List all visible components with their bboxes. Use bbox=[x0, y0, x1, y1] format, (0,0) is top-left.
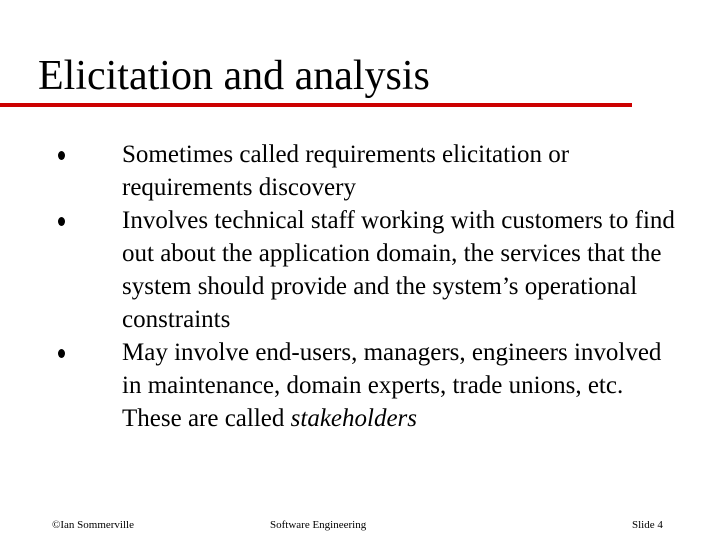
footer-course-title: Software Engineering bbox=[270, 519, 367, 531]
bullet-item bbox=[0, 336, 682, 435]
slide-title: Elicitation and analysis bbox=[38, 53, 430, 99]
bullet-text: Sometimes called requirements elicitation or requirements discovery bbox=[122, 141, 570, 201]
bullet-dot-icon bbox=[58, 217, 65, 226]
bullet-dot-icon bbox=[58, 349, 65, 358]
footer-copyright: ©Ian Sommerville bbox=[52, 519, 134, 531]
bullet-list bbox=[0, 138, 720, 435]
footer-slide-number: Slide 4 bbox=[632, 519, 663, 531]
bullet-item bbox=[0, 204, 682, 336]
bullet-dot-icon bbox=[58, 151, 65, 160]
stakeholders-emphasis: stakeholders bbox=[290, 405, 418, 432]
title-underline bbox=[0, 103, 632, 107]
bullet-text-plain: May involve end-users, managers, engineers involved in maintenance, domain experts, trade unions, etc. These are called bbox=[122, 339, 662, 432]
bullet-text bbox=[122, 339, 661, 432]
bullet-item bbox=[0, 138, 682, 204]
bullet-text: Involves technical staff working with customers to find out about the application domain, the services that the system should provide and the system’s operational constraints bbox=[122, 207, 675, 333]
